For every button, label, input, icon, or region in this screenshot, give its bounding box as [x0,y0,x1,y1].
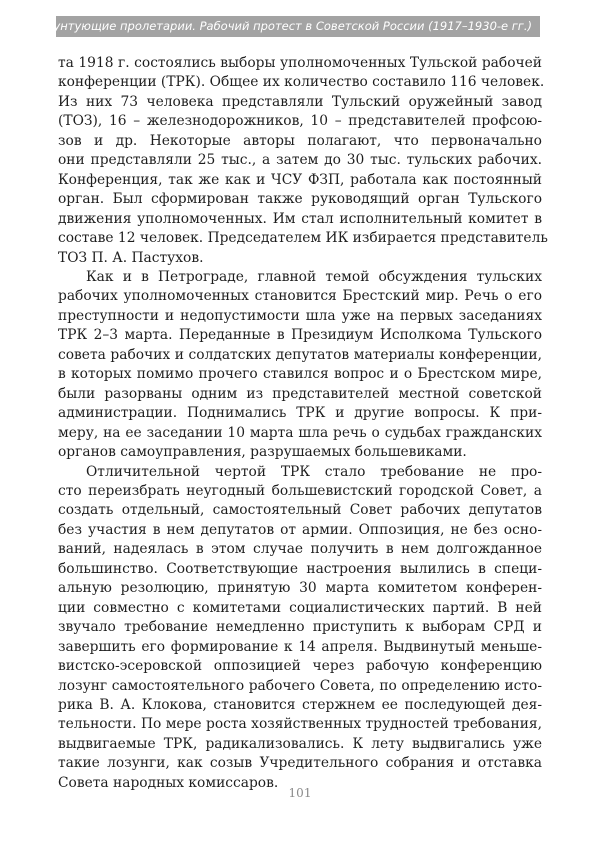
text-line: создать отдельный, самостоятельный Совет рабочих депутатов [58,502,542,519]
text-line: сто переизбрать неугодный большевистский городской Совет, а [58,482,542,499]
text-line: администрации. Поднимались ТРК и другие вопросы. К при- [58,405,542,422]
text-line: Как и в Петрограде, главной темой обсуждения тульских [86,268,542,285]
text-line: меру, на ее заседании 10 марта шла речь о судьбах гражданских [58,424,542,441]
text-line: звучало требование немедленно приступить к выборам СРД и [58,619,542,636]
text-line: ТОЗ П. А. Пастухов. [58,249,204,266]
text-line: тельности. По мере роста хозяйственных трудностей требования, [58,716,542,733]
running-header-title: Бунтующие пролетарии. Рабочий протест в Советской России (1917–1930-е гг.) [45,19,532,33]
text-line: ваний, надеялась в этом случае получить в нем долгожданное [58,541,542,558]
text-line: такие лозунги, как созыв Учредительного собрания и отставка [58,755,542,772]
text-line: Конференция, так же как и ЧСУ ФЗП, работала как постоянный [58,171,542,188]
text-line: движения уполномоченных. Им стал исполнительный комитет в [58,210,542,227]
text-line: вистско-эсеровской оппозицией через рабочую конференцию [58,658,542,675]
text-line: орган. Был сформирован также руководящий орган Тульского [58,191,542,208]
text-line: выдвигаемые ТРК, радикализовались. К лету выдвигались уже [58,735,542,752]
text-line: ции совместно с комитетами социалистических партий. В ней [58,599,542,616]
text-line: ТРК 2–3 марта. Переданные в Президиум Исполкома Тульского [58,327,542,344]
text-line: рика В. А. Клокова, становится стержнем ее последующей дея- [58,696,542,713]
text-line: зов и др. Некоторые авторы полагают, что первоначально [58,132,542,149]
text-line: совета рабочих и солдатских депутатов материалы конференции, [58,346,542,363]
page-number: 101 [288,786,312,800]
text-line: Отличительной чертой ТРК стало требование не про- [86,463,542,480]
text-line: составе 12 человек. Председателем ИК избирается представитель [58,230,548,247]
text-line: были разорваны одним из представителей местной советской [58,385,542,402]
text-line: без участия в нем депутатов от армии. Оппозиция, не без осно- [58,521,542,538]
text-line: большинство. Соответствующие настроения вылились в специ- [58,560,542,577]
text-line: в которых помимо прочего ставился вопрос и о Брестском мире, [58,366,542,383]
running-header-bar [45,16,540,37]
text-line: органов самоуправления, разрушаемых большевиками. [58,444,467,461]
text-line: завершить его формирование к 14 апреля. Выдвинутый меньше- [58,638,542,655]
text-line: они представляли 25 тыс., а затем до 30 тыс. тульских рабочих. [58,152,542,169]
text-line: альную резолюцию, принятую 30 марта комитетом конферен- [58,580,542,597]
text-line: Из них 73 человека представляли Тульский оружейный завод [58,93,542,110]
text-line: (ТОЗ), 16 – железнодорожников, 10 – представителей профсою- [58,113,542,130]
text-line: Совета народных комиссаров. [58,774,279,791]
text-line: конференции (ТРК). Общее их количество составило 116 человек. [58,74,545,91]
text-line: преступности и недопустимости шла уже на первых заседаниях [58,307,542,324]
text-line: рабочих уполномоченных становится Брестский мир. Речь о его [58,288,542,305]
body-text [58,54,548,793]
text-line: лозунг самостоятельного рабочего Совета, по определению исто- [58,677,542,694]
text-line: та 1918 г. состоялись выборы уполномоченных Тульской рабочей [58,55,542,71]
